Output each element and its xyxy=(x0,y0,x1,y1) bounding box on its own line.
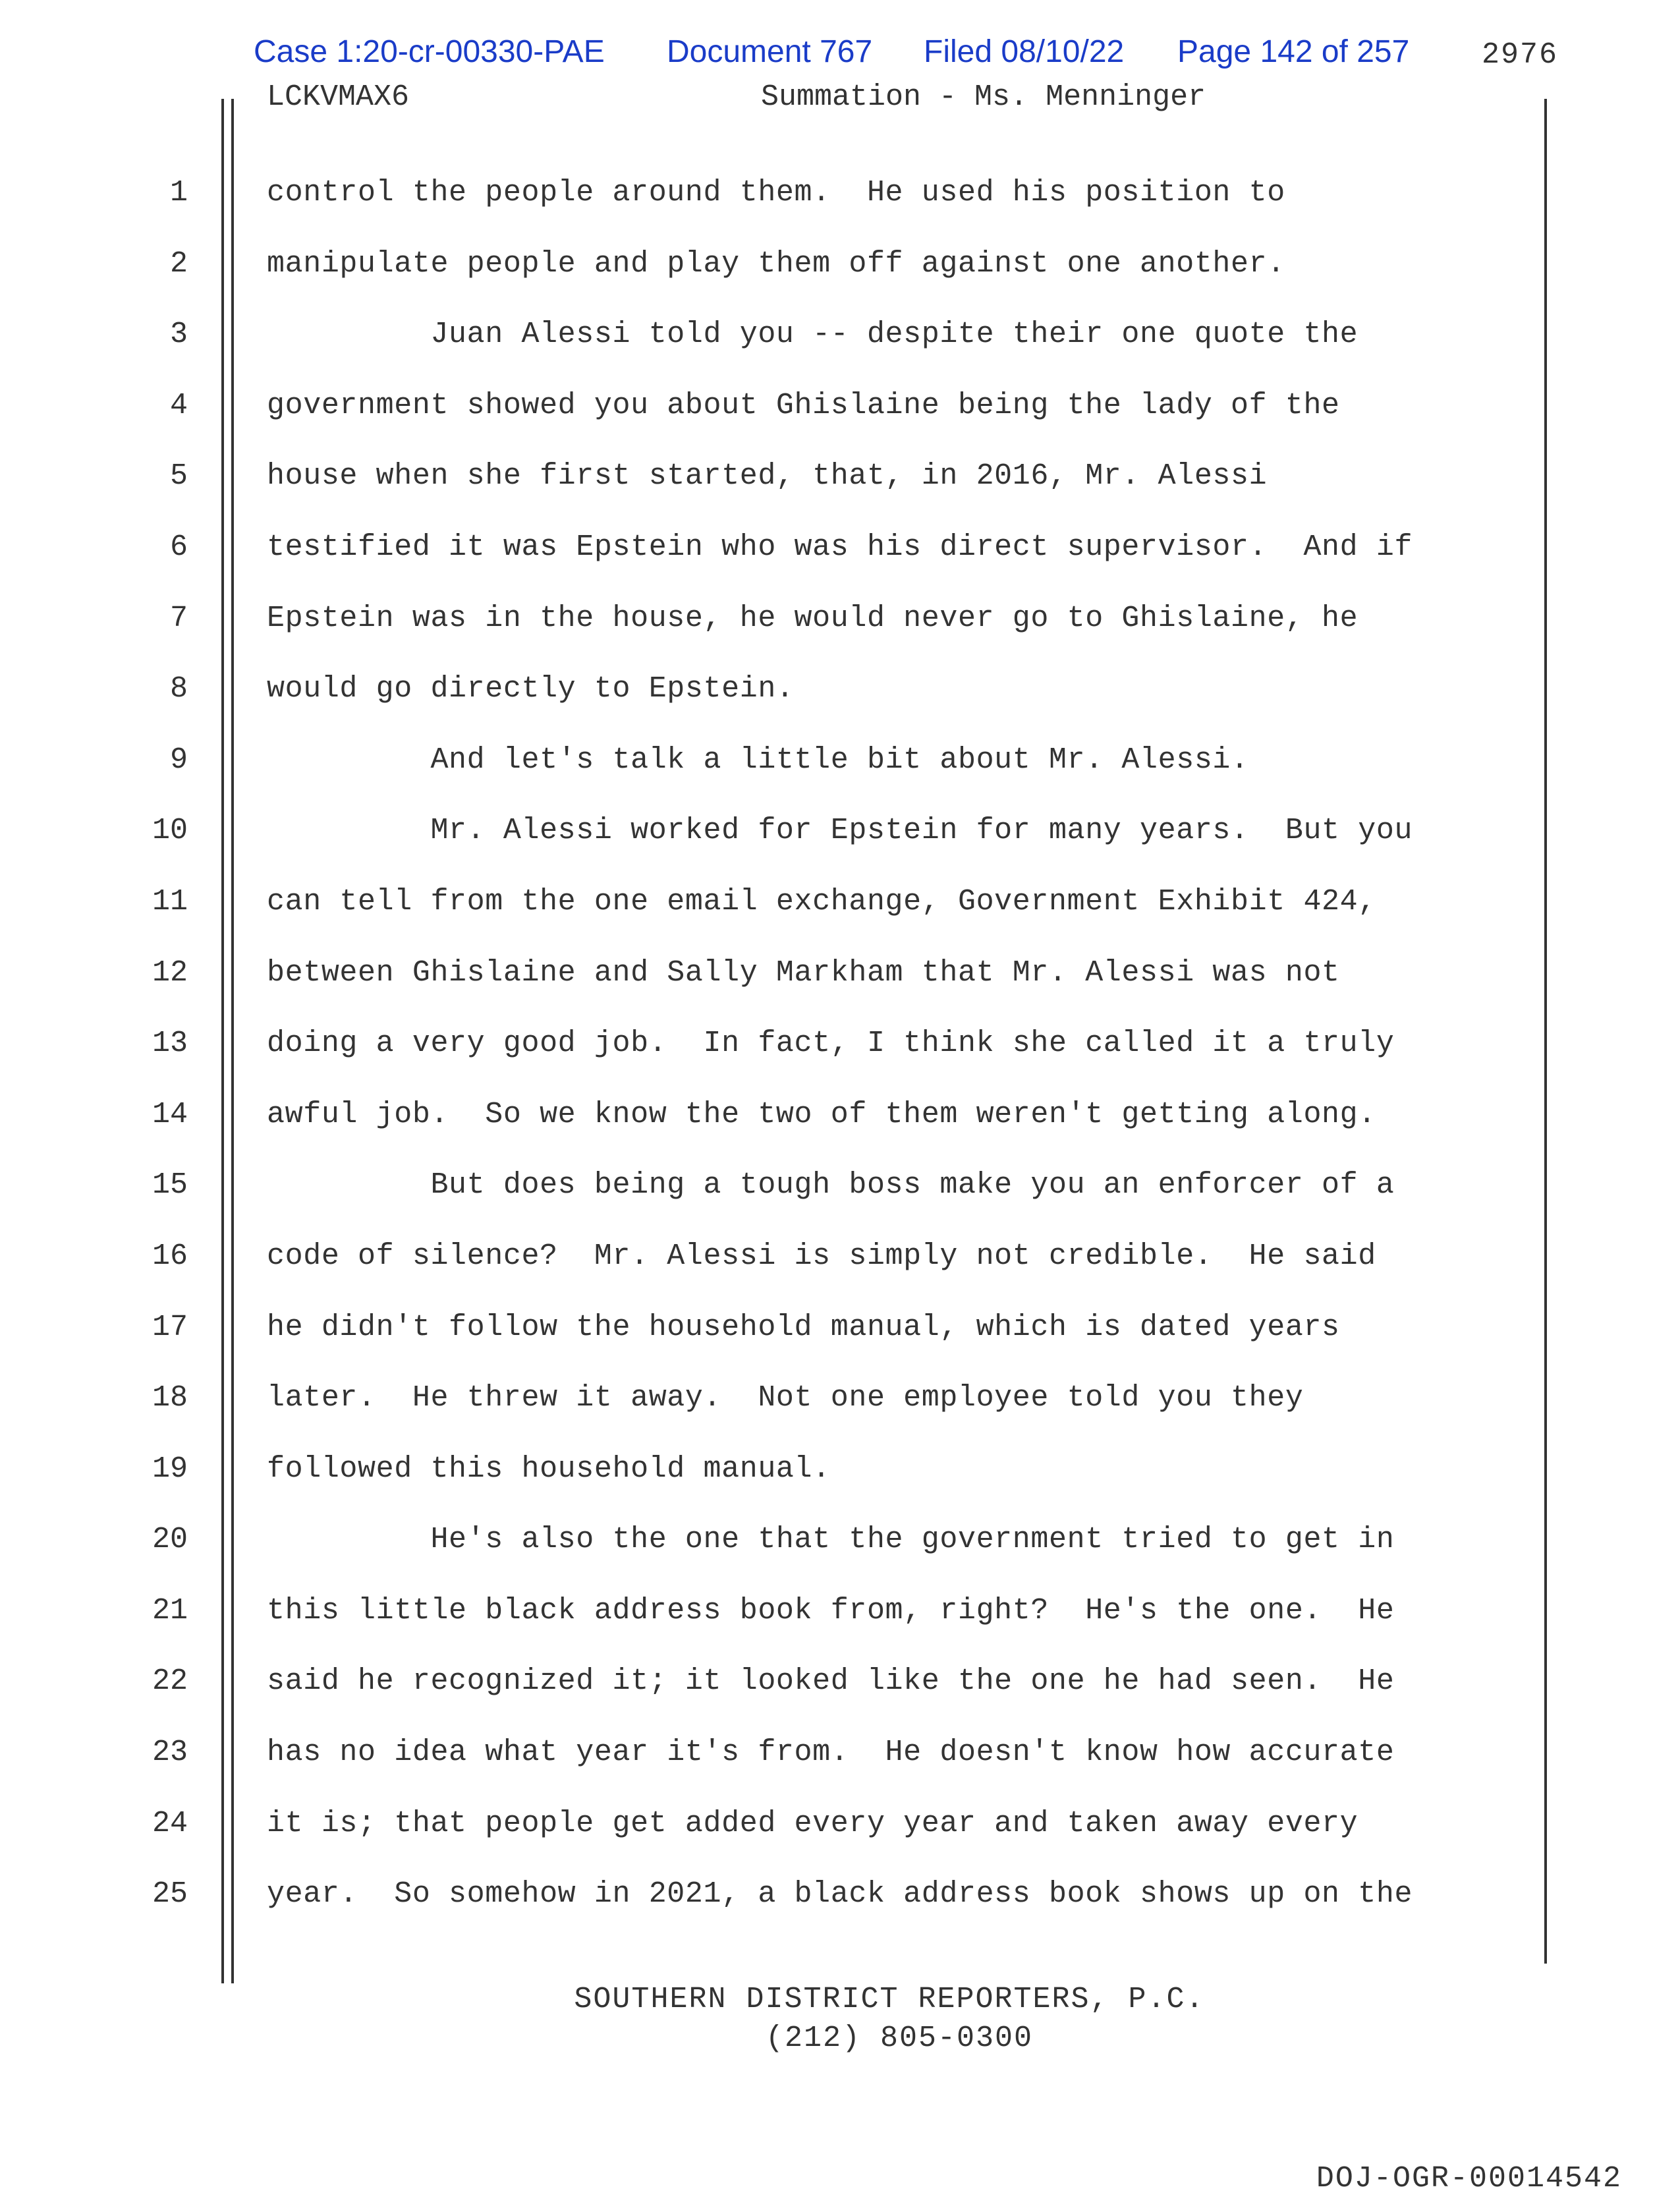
line-text: has no idea what year it's from. He doesn't know how accurate xyxy=(267,1736,1395,1770)
line-number: 24 xyxy=(152,1806,188,1840)
transcript-line xyxy=(0,241,1680,312)
transcript-line xyxy=(0,950,1680,1021)
line-number: 5 xyxy=(169,459,188,494)
line-text: Mr. Alessi worked for Epstein for many years. But you xyxy=(267,814,1413,848)
transcript-line xyxy=(0,1517,1680,1588)
line-text: house when she first started, that, in 2016, Mr. Alessi xyxy=(267,459,1268,494)
transcript-line xyxy=(0,666,1680,737)
transcript-line xyxy=(0,453,1680,525)
ecf-case-number: Case 1:20-cr-00330-PAE xyxy=(254,34,605,69)
transcript-line xyxy=(0,1871,1680,1943)
transcript-line xyxy=(0,1588,1680,1659)
transcript-line xyxy=(0,1375,1680,1446)
ecf-page-count: Page 142 of 257 xyxy=(1177,34,1410,69)
line-text: said he recognized it; it looked like the one he had seen. He xyxy=(267,1664,1395,1699)
ecf-filed-date: Filed 08/10/22 xyxy=(924,34,1125,69)
line-text: manipulate people and play them off against one another. xyxy=(267,246,1285,281)
transcript-section-title: Summation - Ms. Menninger xyxy=(761,80,1206,114)
line-text: between Ghislaine and Sally Markham that Mr. Alessi was not xyxy=(267,955,1340,990)
transcript-line xyxy=(0,1446,1680,1517)
line-text: this little black address book from, right? He's the one. He xyxy=(267,1593,1395,1628)
line-number: 18 xyxy=(152,1381,188,1415)
line-number: 17 xyxy=(152,1310,188,1344)
line-number: 19 xyxy=(152,1452,188,1486)
line-text: doing a very good job. In fact, I think she called it a truly xyxy=(267,1027,1395,1061)
reporter-phone: (212) 805-0300 xyxy=(765,2022,1034,2055)
line-number: 20 xyxy=(152,1523,188,1557)
line-text: And let's talk a little bit about Mr. Alessi. xyxy=(267,743,1249,777)
line-number: 21 xyxy=(152,1593,188,1628)
transcript-line xyxy=(0,312,1680,383)
transcript-line xyxy=(0,1730,1680,1801)
line-number: 14 xyxy=(152,1097,188,1131)
transcript-line xyxy=(0,879,1680,950)
line-number: 7 xyxy=(169,601,188,635)
reporter-name: SOUTHERN DISTRICT REPORTERS, P.C. xyxy=(574,1983,1205,2016)
line-text: Juan Alessi told you -- despite their one quote the xyxy=(267,318,1358,352)
line-number: 13 xyxy=(152,1027,188,1061)
transcript-body xyxy=(0,170,1680,1943)
line-text: He's also the one that the government tried to get in xyxy=(267,1523,1395,1557)
line-text: testified it was Epstein who was his direct supervisor. And if xyxy=(267,530,1413,564)
transcript-page-number: 2976 xyxy=(1481,38,1558,72)
transcript-line xyxy=(0,1162,1680,1234)
line-number: 16 xyxy=(152,1239,188,1273)
line-text: can tell from the one email exchange, Government Exhibit 424, xyxy=(267,884,1376,919)
line-number: 8 xyxy=(169,672,188,706)
line-number: 10 xyxy=(152,814,188,848)
transcript-line xyxy=(0,1659,1680,1730)
line-number: 2 xyxy=(169,246,188,281)
line-number: 11 xyxy=(152,884,188,919)
line-text: it is; that people get added every year and taken away every xyxy=(267,1806,1358,1840)
ecf-document-number: Document 767 xyxy=(667,34,873,69)
transcript-line xyxy=(0,1801,1680,1872)
transcript-line xyxy=(0,808,1680,879)
line-number: 12 xyxy=(152,955,188,990)
line-text: followed this household manual. xyxy=(267,1452,831,1486)
line-text: awful job. So we know the two of them weren't getting along. xyxy=(267,1097,1376,1131)
line-number: 9 xyxy=(169,743,188,777)
line-number: 15 xyxy=(152,1168,188,1203)
transcript-line xyxy=(0,525,1680,596)
line-number: 6 xyxy=(169,530,188,564)
bates-number: DOJ-OGR-00014542 xyxy=(1316,2162,1622,2196)
transcript-line xyxy=(0,383,1680,454)
transcript-line xyxy=(0,1305,1680,1376)
transcript-line xyxy=(0,170,1680,241)
transcript-line xyxy=(0,1234,1680,1305)
line-number: 4 xyxy=(169,388,188,422)
transcript-line xyxy=(0,1021,1680,1092)
line-number: 3 xyxy=(169,318,188,352)
line-text: Epstein was in the house, he would never go to Ghislaine, he xyxy=(267,601,1358,635)
line-number: 25 xyxy=(152,1877,188,1912)
line-number: 22 xyxy=(152,1664,188,1699)
line-text: control the people around them. He used his position to xyxy=(267,176,1285,210)
line-number: 1 xyxy=(169,176,188,210)
line-text: code of silence? Mr. Alessi is simply not credible. He said xyxy=(267,1239,1376,1273)
line-text: he didn't follow the household manual, which is dated years xyxy=(267,1310,1340,1344)
transcript-code: LCKVMAX6 xyxy=(267,80,410,114)
line-number: 23 xyxy=(152,1736,188,1770)
line-text: year. So somehow in 2021, a black address book shows up on the xyxy=(267,1877,1413,1912)
line-text: would go directly to Epstein. xyxy=(267,672,795,706)
line-text: But does being a tough boss make you an enforcer of a xyxy=(267,1168,1395,1203)
transcript-line xyxy=(0,1092,1680,1163)
transcript-line xyxy=(0,737,1680,808)
transcript-line xyxy=(0,596,1680,667)
line-text: government showed you about Ghislaine being the lady of the xyxy=(267,388,1340,422)
line-text: later. He threw it away. Not one employee told you they xyxy=(267,1381,1304,1415)
ecf-filing-header xyxy=(0,29,1680,75)
